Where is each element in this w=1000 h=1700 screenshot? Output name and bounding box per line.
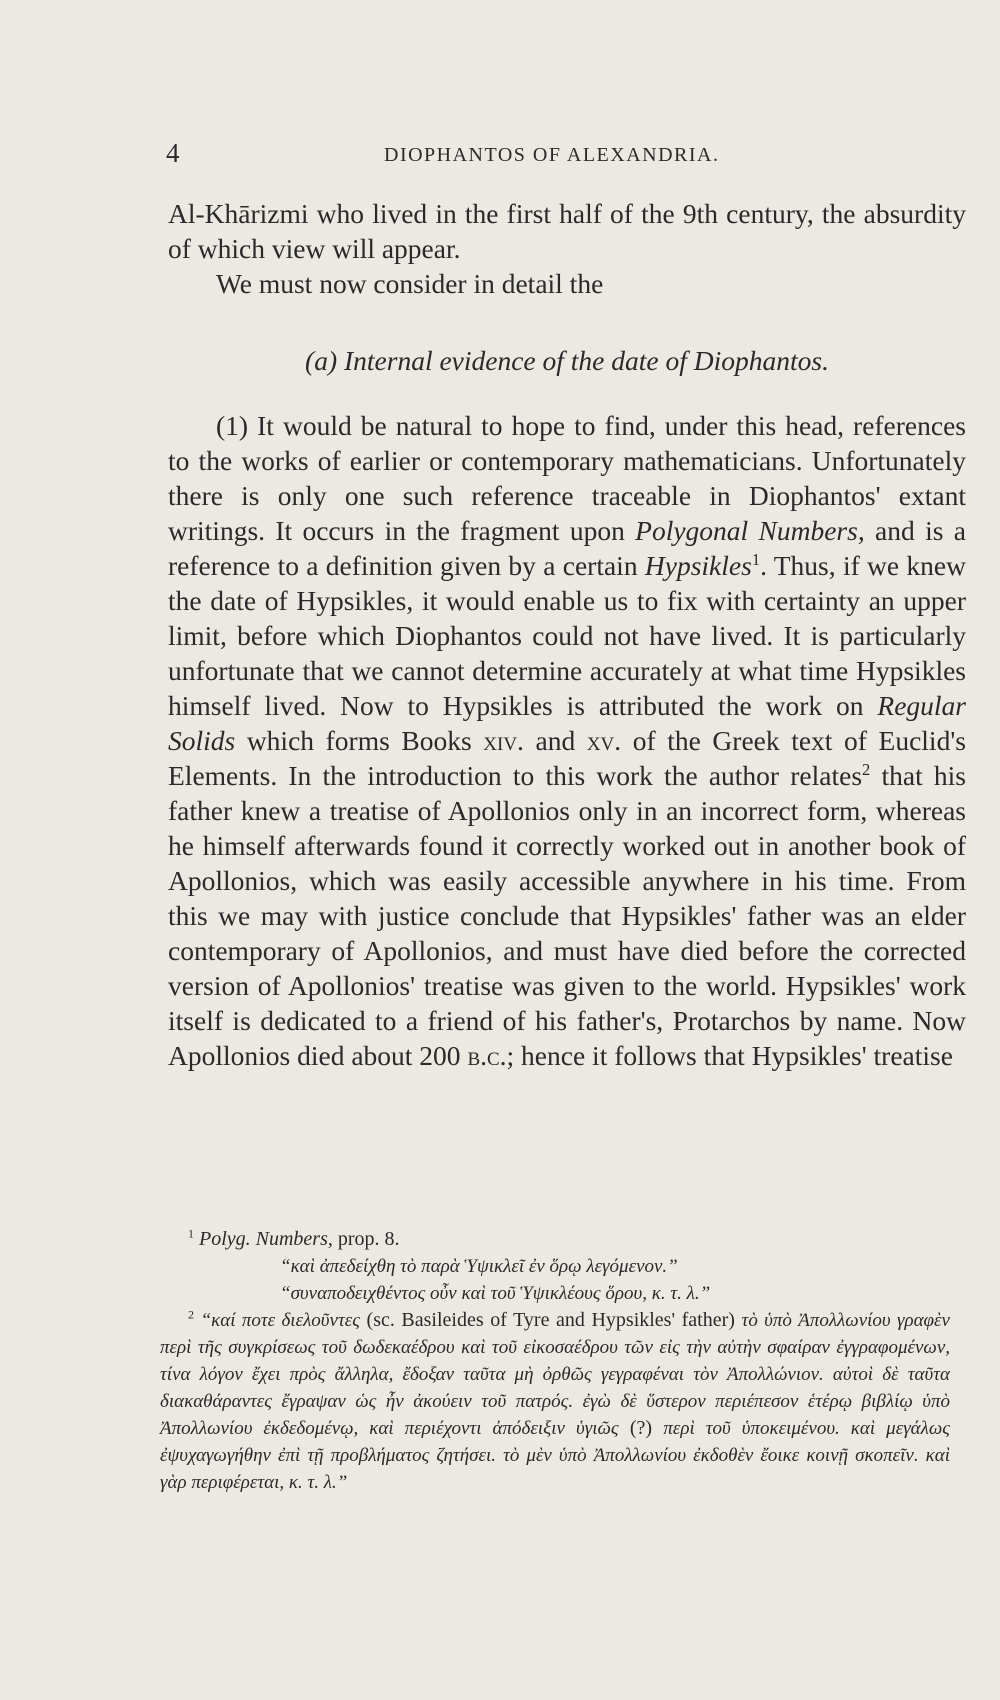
greek-quote: “καὶ ἀπεδείχθη τὸ παρὰ Ὑψικλεῖ ἐν ὅρῳ λεγόμενον.” <box>280 1256 678 1277</box>
footnote-1 <box>160 1226 950 1253</box>
paragraph: Al-Khārizmi who lived in the first half of the 9th century, the absurdity of which view will appear. <box>168 198 966 264</box>
footnote-text: prop. 8. <box>332 1228 400 1250</box>
footnote-mark: 2 <box>188 1307 194 1322</box>
text-run: and is a reference to a definition given by a certain <box>168 515 966 581</box>
text-run: (1) It would be natural to hope to find, under this head, references to the works of earlier or contemporary mathematicians. Unfortunately there is only one such reference traceable in Diophantos' extant writings. It occurs in the fragment upon <box>168 410 966 546</box>
page-number: 4 <box>166 138 180 168</box>
text-run: which forms Books <box>235 725 484 756</box>
italic-name: Hypsikles <box>644 550 752 581</box>
greek-quote: “συναποδειχθέντος οὖν καὶ τοῦ Ὑψικλέους ὅρου, κ. τ. λ.” <box>280 1283 711 1304</box>
footnote-mark: 1 <box>188 1226 194 1241</box>
greek-text: περὶ τοῦ ὑποκειμένου. καὶ μεγάλως ἐψυχαγωγήθην ἐπὶ τῇ προβλήματος ζητήσει. τὸ μὲν ὑπὸ Ἀπολλωνίου ἐκδοθὲν ἔοικε κοινῇ σκοπεῖν. καὶ γὰρ περιφέρεται, κ. τ. λ.” <box>160 1418 951 1493</box>
footnote-text: (?) <box>618 1417 664 1439</box>
footnote-text: (sc. Basileides of Tyre and Hypsikles' father) <box>359 1309 742 1331</box>
text-run: and <box>523 725 587 756</box>
era-abbrev: b.c. <box>467 1040 507 1071</box>
main-text <box>168 196 966 1073</box>
footnote-ref: 1 <box>751 549 761 569</box>
footnote-ref: 2 <box>862 759 871 779</box>
section-title: Internal evidence of the date of Diophantos. <box>343 345 829 376</box>
paragraph: We must now consider in detail the <box>216 268 604 299</box>
text-run: ; hence it follows that Hypsikles' treatise <box>506 1040 953 1071</box>
text-run: of the Greek text of Euclid's Elements. In the introduction to this work the author relates <box>168 725 966 791</box>
greek-text: “καί ποτε διελοῦντες <box>200 1310 360 1331</box>
text-run: that his father knew a treatise of Apollonios only in an incorrect form, whereas he himself afterwards found it correctly worked out in another book of Apollonios, which was easily accessible anywhere in his time. From this we may with justice conclude that Hypsikles' father was an elder contemporary of Apollonios, and must have died before the corrected version of Apollonios' treatise was given to the world. Hypsikles' work itself is dedicated to a friend of his father's, Protarchos by name. Now Apollonios died about 200 <box>168 760 966 1071</box>
italic-title: Regular Solids <box>168 690 966 756</box>
greek-text: τὸ ὑπὸ Ἀπολλωνίου γραφὲν περὶ τῆς συγκρίσεως τοῦ δωδεκαέδρου καὶ τοῦ εἰκοσαέδρου τῶν εἰς τὴν αὐτὴν σφαίραν ἐγγραφομένων, τίνα λόγον ἔχει πρὸς ἄλληλα, ἔδοξαν ταῦτα μὴ ὀρθῶς γεγραφέναι τὸν Ἀπολλώνιον. αὐτοὶ δὲ ταῦτα διακαθάραντες ἔγραψαν ὡς ἦν ἀκούειν τοῦ πατρός. ἐγὼ δὲ ὕστερον περιέπεσον ἑτέρῳ βιβλίῳ ὑπὸ Ἀπολλωνίου ἐκδεδομένῳ, καὶ περιέχοντι ἀπόδειξιν ὑγιῶς <box>160 1310 950 1439</box>
roman-numeral: xv. <box>586 725 622 756</box>
section-heading <box>168 343 966 378</box>
paragraph <box>168 408 966 1073</box>
text-run: . Thus, if we knew the date of Hypsikles, it would enable us to fix with certainty an upper limit, before which Diophantos could not have lived. It is particularly unfortunate that we cannot determine accurately at what time Hypsikles himself lived. Now to Hypsikles is attributed the work on <box>168 550 966 721</box>
section-label: (a) <box>305 345 338 376</box>
footnote-source: Polyg. Numbers, <box>199 1228 333 1250</box>
footnotes <box>160 1226 950 1496</box>
footnote-2 <box>160 1307 950 1496</box>
roman-numeral: xiv. <box>483 725 524 756</box>
running-title: DIOPHANTOS OF ALEXANDRIA. <box>384 144 720 166</box>
page-header <box>166 138 966 178</box>
italic-title: Polygonal Numbers, <box>635 515 865 546</box>
